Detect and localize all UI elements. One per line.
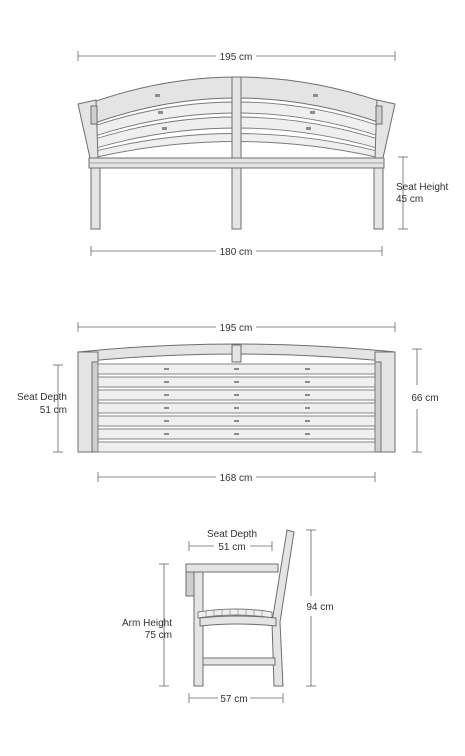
seat-height-dimension <box>396 157 448 229</box>
leg-span-dimension <box>91 246 382 258</box>
top-seat-depth-dimension <box>17 365 67 452</box>
seat-height-label: Seat Height <box>396 182 449 193</box>
overall-depth-dimension <box>189 693 283 705</box>
top-depth-dimension <box>411 349 438 452</box>
arm-height-value: 75 cm <box>144 630 172 641</box>
front-width-dimension <box>78 51 395 63</box>
overall-height-dimension <box>306 530 334 686</box>
top-center-post <box>232 345 241 362</box>
overall-depth-value: 57 cm <box>220 694 248 705</box>
top-seat-width-label: 168 cm <box>219 473 253 484</box>
arm-height-label: Arm Height <box>121 618 172 629</box>
front-legs <box>91 168 383 229</box>
top-seat-depth-label: Seat Depth <box>16 392 67 403</box>
side-bench-profile <box>186 530 294 686</box>
top-seat-depth-value: 51 cm <box>39 405 67 416</box>
leg-span-label: 180 cm <box>219 247 253 258</box>
top-depth-value: 66 cm <box>411 393 439 404</box>
side-seat-depth-dimension <box>189 529 272 553</box>
side-seat-depth-label: Seat Depth <box>206 529 258 540</box>
top-overall-width-label: 195 cm <box>219 323 253 334</box>
overall-height-value: 94 cm <box>306 602 334 613</box>
arm-height-dimension <box>122 564 172 686</box>
side-seat-depth-value: 51 cm <box>218 542 246 553</box>
top-width-dimension <box>78 322 395 334</box>
front-overall-width-label: 195 cm <box>219 52 253 63</box>
side-view <box>122 529 334 705</box>
top-view <box>17 322 439 484</box>
seat-height-value: 45 cm <box>396 194 424 205</box>
top-seat-slats <box>98 364 375 452</box>
top-seat-width-dimension <box>98 472 375 484</box>
front-view <box>78 51 448 258</box>
front-backrest <box>88 77 388 161</box>
